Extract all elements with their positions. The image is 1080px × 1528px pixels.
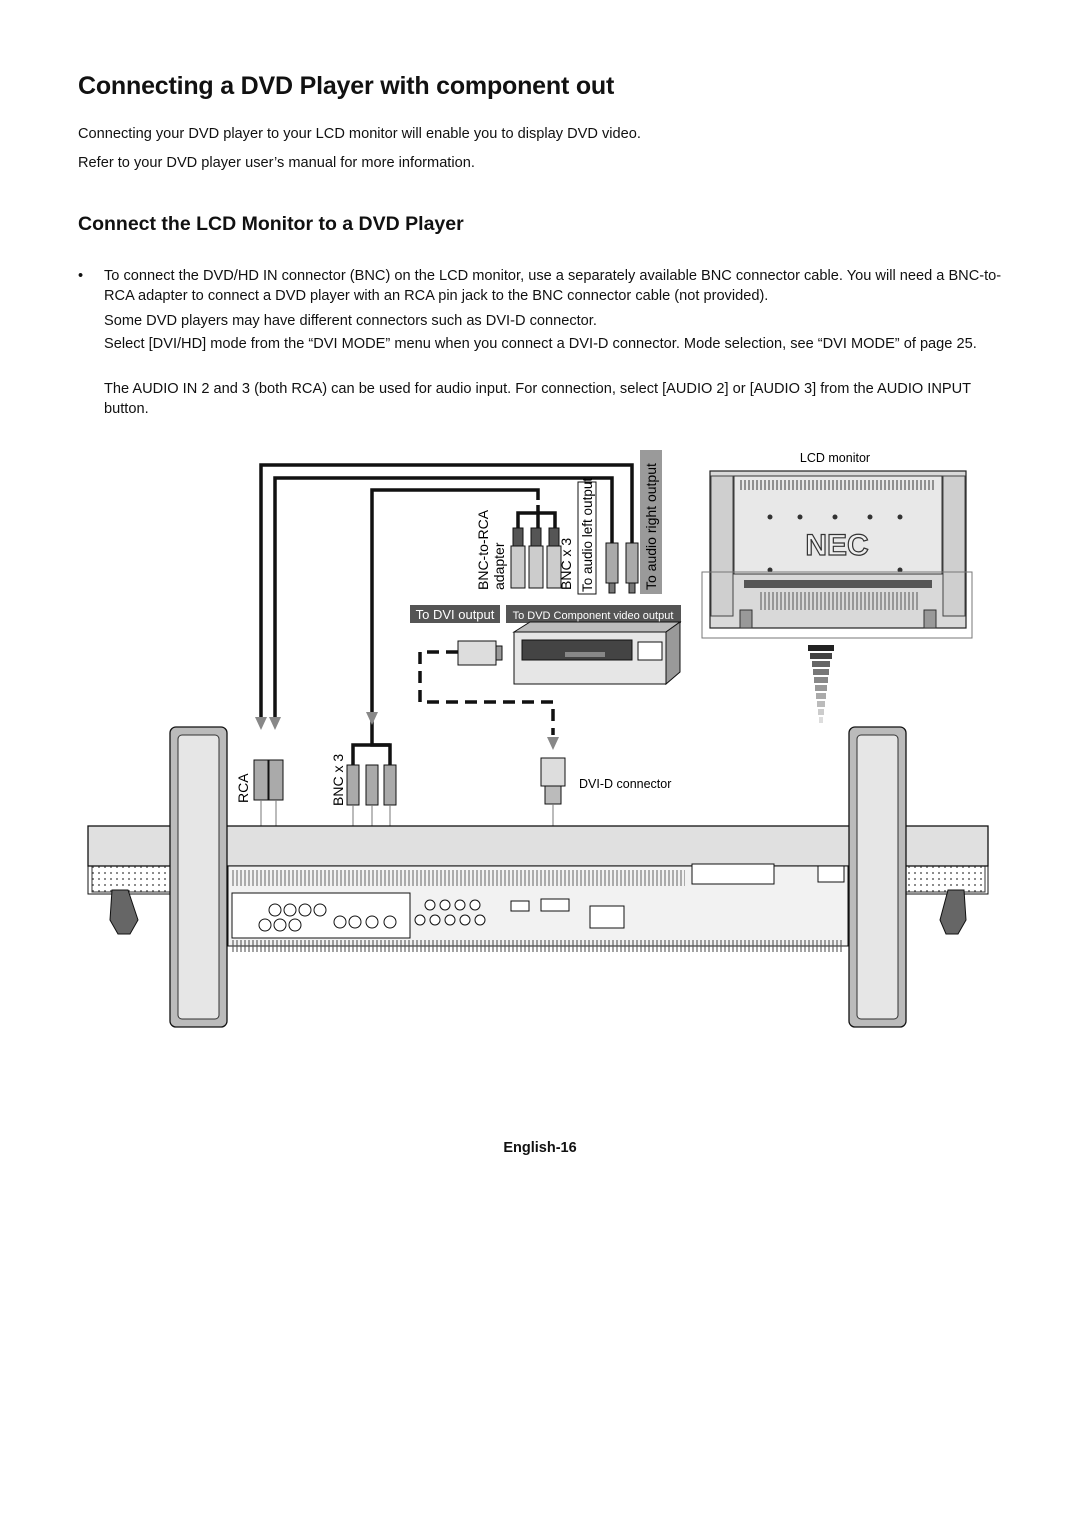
bnc-to-rca-adapters	[511, 528, 561, 588]
dvi-d-connector-label: DVI-D connector	[579, 777, 672, 791]
page-title: Connecting a DVD Player with component out	[78, 72, 615, 100]
bullet-marker: •	[78, 268, 84, 284]
bnc-plugs	[330, 754, 396, 806]
page-number: English-16	[503, 1140, 577, 1156]
lcd-monitor-label: LCD monitor	[799, 451, 871, 465]
audio-right-label: To audio right output	[643, 463, 659, 590]
paragraph-dvi-mode: Select [DVI/HD] mode from the “DVI MODE” menu when you connect a DVI-D connector. Mode selection, see “DVI MODE” of page 25.	[104, 336, 977, 352]
audio-rca-plugs	[606, 543, 638, 593]
bnc-to-rca-label: BNC-to-RCA	[475, 509, 491, 590]
dvd-player	[458, 622, 680, 684]
dvi-output-label: To DVI output	[415, 607, 495, 622]
arrows	[255, 712, 559, 750]
rca-label: RCA	[235, 773, 251, 803]
intro-line-1: Connecting your DVD player to your LCD monitor will enable you to display DVD video.	[78, 126, 641, 142]
intro-line-2: Refer to your DVD player user’s manual for more information.	[78, 155, 475, 171]
audio-left-label: To audio left output	[580, 477, 595, 592]
lcd-monitor-rear-view	[702, 451, 972, 723]
nec-logo: NEC	[805, 529, 869, 562]
paragraph-audio-input: The AUDIO IN 2 and 3 (both RCA) can be used for audio input. For connection, select [AUDIO 2] or [AUDIO 3] from the AUDIO INPUT button.	[104, 381, 971, 417]
paragraph-dvi-connector: Some DVD players may have different connectors such as DVI-D connector.	[104, 313, 597, 329]
paragraph-bnc-cable: To connect the DVD/HD IN connector (BNC) on the LCD monitor, use a separately available BNC connector cable. You will need a BNC-to-RCA adapter to connect a DVD player with an RCA pin jack to the BNC connector cable (not provided).	[104, 268, 1002, 304]
adapter-label: adapter	[491, 542, 507, 590]
bnc-x3-bottom-label: BNC x 3	[330, 753, 346, 806]
bnc-x3-top-label: BNC x 3	[558, 537, 574, 590]
section-title: Connect the LCD Monitor to a DVD Player	[78, 213, 464, 235]
component-output-label: To DVD Component video output	[512, 610, 674, 622]
dvi-d-connector	[541, 758, 671, 804]
rca-plugs	[235, 760, 283, 803]
